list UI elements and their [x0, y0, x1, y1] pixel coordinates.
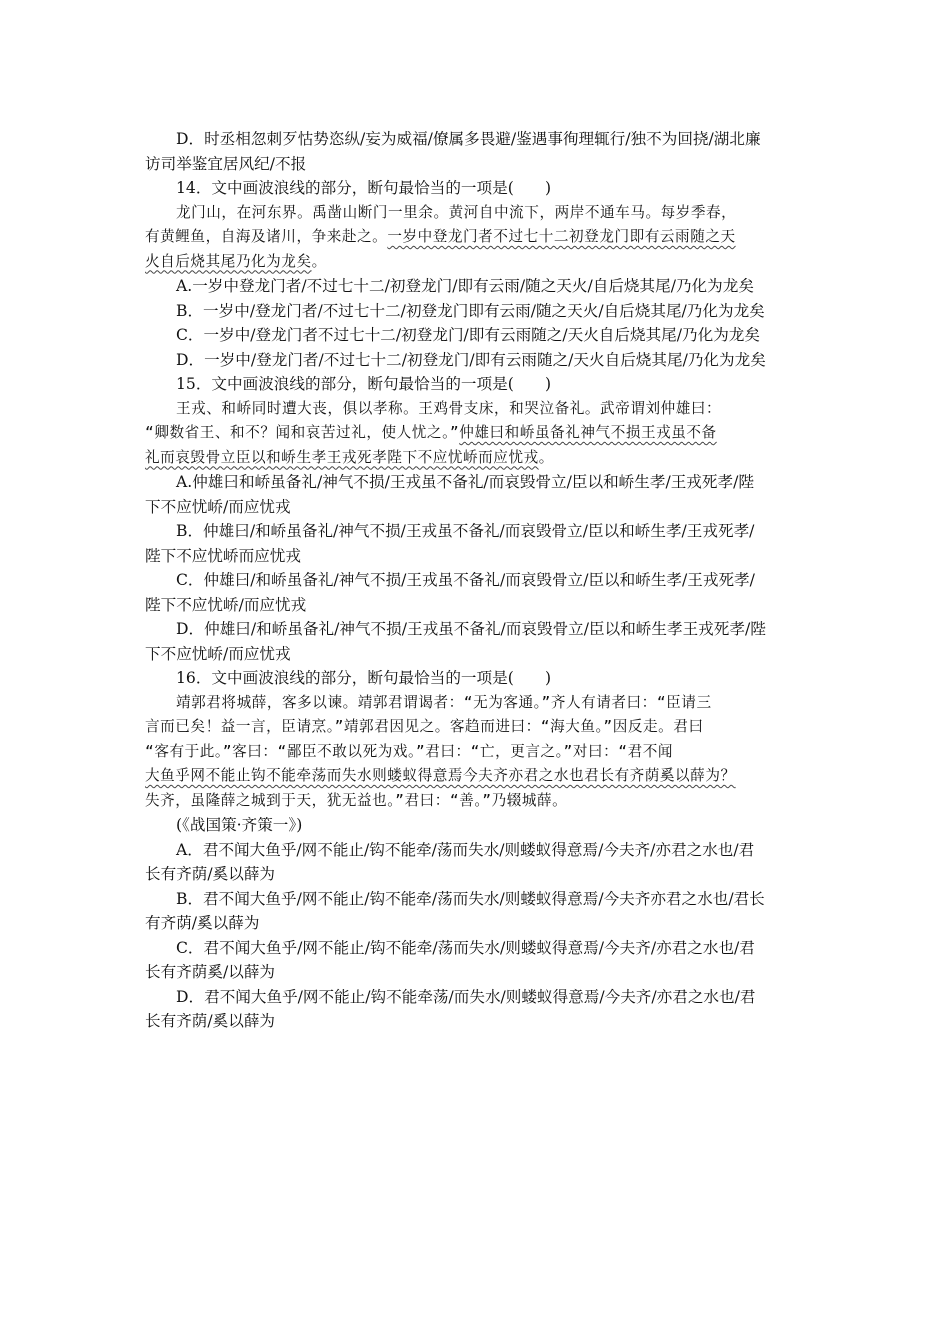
- line-text: 下不应忧峤/而应忧戎: [145, 644, 291, 663]
- wavy-underlined-text: 礼而哀毁骨立臣以和峤生孝王戎死孝陛下不应忧峤而应忧戎: [145, 448, 539, 466]
- text-line: [145, 715, 807, 740]
- text-line: [145, 348, 807, 373]
- line-text: 陛下不应忧峤而应忧戎: [145, 546, 301, 565]
- line-text: 有黄鲤鱼，自海及诸川，争来赴之。: [145, 228, 388, 245]
- line-text: 言而已矣！益一言，臣请烹。”靖郭君因见之。客趋而进曰：“海大鱼。”因反走。君曰: [145, 718, 704, 735]
- text-line: [145, 201, 807, 226]
- line-text: 有齐荫/奚以薛为: [145, 914, 260, 932]
- text-line: [145, 838, 807, 863]
- wavy-underlined-text: 仲雄曰和峤虽备礼神气不损王戎虽不备: [459, 424, 717, 441]
- text-line: [145, 593, 807, 618]
- line-text: B．一岁中/登龙门者/不过七十二/初登龙门即有云雨/随之天火/自后烧其尾/乃化为龙矣: [176, 301, 765, 320]
- line-text: A．君不闻大鱼乎/网不能止/钩不能牵/荡而失水/则蝼蚁得意焉/今夫齐/亦君之水也/君: [176, 840, 755, 859]
- text-line: [145, 323, 807, 348]
- line-tail-text: 。: [311, 252, 327, 270]
- text-line: [145, 176, 807, 201]
- text-line: [145, 740, 807, 765]
- text-line: [145, 519, 807, 544]
- text-line: [145, 985, 807, 1010]
- line-text: “卿数省王、和不？闻和哀苦过礼，使人忧之。”: [145, 424, 460, 441]
- line-text: D．时丞相忽刺歹怙势恣纵/妄为威福/僚属多畏避/鉴遇事徇理辄行/独不为回挠/湖北廉: [176, 130, 761, 148]
- text-line: [145, 887, 807, 912]
- text-line: [145, 617, 807, 642]
- text-line: [145, 764, 807, 789]
- line-text: (《战国策·齐策一》): [176, 816, 303, 834]
- text-line: [145, 691, 807, 716]
- text-line: [145, 250, 807, 275]
- text-line: [145, 421, 807, 446]
- line-text: D．一岁中/登龙门者/不过七十二/初登龙门/即有云雨随之/天火自后烧其尾/乃化为龙矣: [176, 350, 766, 369]
- line-text: 15．文中画波浪线的部分，断句最恰当的一项是( ): [176, 375, 552, 393]
- line-text: 龙门山，在河东界。禹凿山断门一里余。黄河自中流下，两岸不通车马。每岁季春，: [176, 203, 737, 221]
- text-line: [145, 127, 807, 152]
- line-text: 长有齐荫奚/以薛为: [145, 963, 276, 981]
- line-text: D．君不闻大鱼乎/网不能止/钩不能牵荡/而失水/则蝼蚁得意焉/今夫齐/亦君之水也/君: [176, 987, 756, 1006]
- line-text: 访司举鉴宜居风纪/不报: [145, 154, 307, 173]
- line-text: 长有齐荫/奚以薛为: [145, 1012, 276, 1030]
- text-line: [145, 568, 807, 593]
- text-line: [145, 225, 807, 250]
- wavy-underlined-text: 火自后烧其尾乃化为龙矣: [145, 252, 312, 270]
- line-text: C．一岁中/登龙门者不过七十二/初登龙门/即有云雨随之/天火自后烧其尾/乃化为龙矣: [176, 326, 760, 344]
- text-line: [145, 274, 807, 299]
- text-line: [145, 642, 807, 667]
- line-text: D．仲雄曰/和峤虽备礼/神气不损/王戎虽不备礼/而哀毁骨立/臣以和峤生孝王戎死孝/陛: [176, 620, 766, 638]
- text-line: [145, 862, 807, 887]
- text-line: [145, 446, 807, 471]
- line-text: 长有齐荫/奚以薛为: [145, 865, 276, 883]
- line-text: 14．文中画波浪线的部分，断句最恰当的一项是( ): [176, 179, 552, 197]
- line-text: 陛下不应忧峤/而应忧戎: [145, 595, 307, 614]
- text-line: [145, 960, 807, 985]
- line-tail-text: 。: [538, 448, 554, 466]
- line-text: A.仲雄曰和峤虽备礼/神气不损/王戎虽不备礼/而哀毁骨立/臣以和峤生孝/王戎死孝/陛: [176, 473, 754, 491]
- line-text: 王戎、和峤同时遭大丧，俱以孝称。王鸡骨支床，和哭泣备礼。武帝谓刘仲雄曰：: [176, 399, 722, 417]
- wavy-underlined-text: 一岁中登龙门者不过七十二初登龙门即有云雨随之天: [387, 228, 736, 245]
- text-line: [145, 495, 807, 520]
- line-text: B．仲雄曰/和峤虽备礼/神气不损/王戎虽不备礼/而哀毁骨立/臣以和峤生孝/王戎死孝/: [176, 522, 755, 540]
- text-line: [145, 152, 807, 177]
- line-text: 失齐，虽隆薛之城到于天，犹无益也。”君曰：“善。”乃辍城薛。: [145, 791, 568, 809]
- text-line: [145, 397, 807, 422]
- text-line: [145, 299, 807, 324]
- line-text: C．君不闻大鱼乎/网不能止/钩不能牵/荡而失水/则蝼蚁得意焉/今夫齐/亦君之水也/君: [176, 938, 755, 957]
- line-text: 下不应忧峤/而应忧戎: [145, 497, 291, 516]
- line-text: 16．文中画波浪线的部分，断句最恰当的一项是( ): [176, 669, 552, 687]
- line-text: C．仲雄曰/和峤虽备礼/神气不损/王戎虽不备礼/而哀毁骨立/臣以和峤生孝/王戎死孝/: [176, 571, 755, 589]
- text-line: [145, 911, 807, 936]
- text-line: [145, 470, 807, 495]
- line-text: B．君不闻大鱼乎/网不能止/钩不能牵/荡而失水/则蝼蚁得意焉/今夫齐亦君之水也/君长: [176, 889, 765, 908]
- wavy-underlined-text: 大鱼乎网不能止钩不能牵荡而失水则蝼蚁得意焉今夫齐亦君之水也君长有齐荫奚以薛为？: [145, 767, 736, 784]
- text-line: [145, 666, 807, 691]
- text-line: [145, 372, 807, 397]
- text-line: [145, 936, 807, 961]
- exam-content: [145, 127, 807, 1034]
- line-text: “客有于此。”客曰：“鄙臣不敢以死为戏。”君曰：“亡，更言之。”对曰：“君不闻: [145, 742, 674, 760]
- line-text: 靖郭君将城薛，客多以谏。靖郭君谓谒者：“无为客通。”齐人有请者曰：“臣请三: [176, 693, 712, 711]
- line-text: A.一岁中登龙门者/不过七十二/初登龙门/即有云雨/随之天火/自后烧其尾/乃化为龙矣: [176, 277, 754, 295]
- text-line: [145, 789, 807, 814]
- text-line: [145, 544, 807, 569]
- text-line: [145, 813, 807, 838]
- text-line: [145, 1009, 807, 1034]
